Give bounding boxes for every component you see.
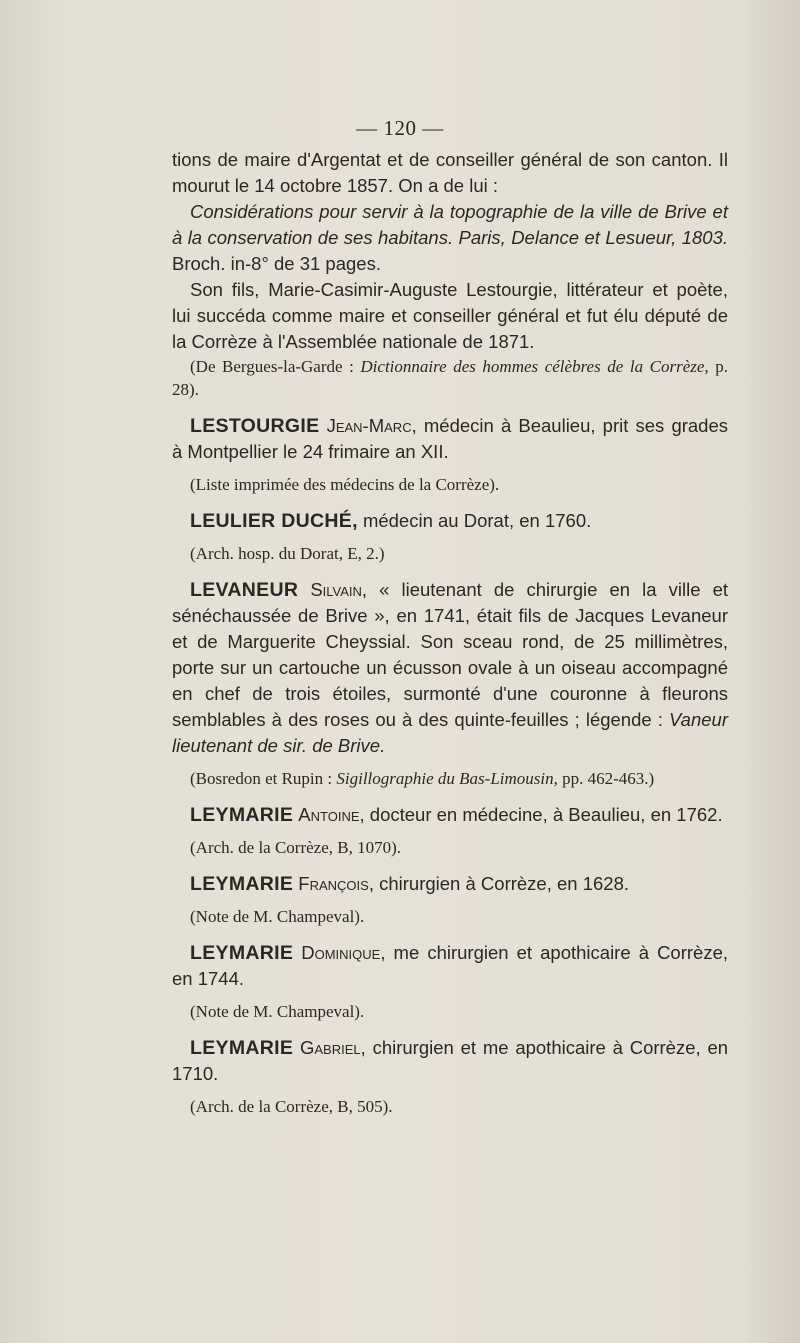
entry-surname: LEYMARIE bbox=[190, 942, 294, 964]
entry-source: (Arch. de la Corrèze, B, 1070). bbox=[190, 838, 402, 857]
entry-given-name: Jean-Marc, bbox=[326, 415, 417, 436]
entry-surname: LEYMARIE bbox=[190, 873, 294, 895]
entry-text: docteur en médecine, à Beaulieu, en 1762. bbox=[369, 804, 723, 825]
continuation-paragraph bbox=[172, 147, 728, 199]
entry-given-name: Antoine, bbox=[298, 804, 365, 825]
entry-levaneur bbox=[172, 577, 728, 759]
entry-source: (Bosredon et Rupin : Sigillographie du Bas-Limousin, pp. 462-463.) bbox=[190, 769, 655, 788]
continuation-source: (De Bergues-la-Garde : Dictionnaire des hommes célèbres de la Corrèze, p. 28). bbox=[172, 357, 728, 399]
page-text bbox=[172, 147, 728, 1118]
entry-leymarie-antoine bbox=[172, 802, 728, 828]
entry-surname: LEYMARIE bbox=[190, 804, 294, 826]
entry-leulier-duche bbox=[172, 508, 728, 534]
entry-surname: LESTOURGIE bbox=[190, 415, 320, 437]
entry-given-name: Gabriel, bbox=[299, 1037, 366, 1058]
work-title: Considérations pour servir à la topographie de la ville de Brive et à la conservation de ses habitans. Paris, Delance et Lesueur, 1803. bbox=[172, 201, 728, 248]
son-text: Son fils, Marie-Casimir-Auguste Lestourgie, littérateur et poète, lui succéda comme maire et conseiller général et fut élu député de la Corrèze à l'Assemblée nationale de 1871. bbox=[172, 279, 728, 352]
entry-source: (Note de M. Champeval). bbox=[190, 907, 365, 926]
entry-source: (Arch. hosp. du Dorat, E, 2.) bbox=[190, 544, 385, 563]
entry-given-name: Silvain, bbox=[310, 579, 368, 600]
entry-source: (Arch. de la Corrèze, B, 505). bbox=[190, 1097, 393, 1116]
work-details: Broch. in-8° de 31 pages. bbox=[172, 253, 381, 274]
entry-surname: LEULIER DUCHÉ, bbox=[190, 510, 358, 532]
seal-legend: Vaneur lieutenant de sir. de Brive. bbox=[172, 709, 728, 756]
page-number: — 120 — bbox=[356, 116, 444, 140]
continuation-text: tions de maire d'Argentat et de conseiller général de son canton. Il mourut le 14 octobre 1857. On a de lui : bbox=[172, 149, 728, 196]
source-title: Sigillographie du Bas-Limousin, bbox=[336, 769, 558, 788]
entry-source: (Liste imprimée des médecins de la Corrèze). bbox=[190, 475, 500, 494]
entry-lestourgie bbox=[172, 413, 728, 465]
entry-source: (Note de M. Champeval). bbox=[190, 1002, 365, 1021]
work-title-paragraph bbox=[172, 199, 728, 277]
entry-text: « lieutenant de chirurgie en la ville et sénéchaussée de Brive », en 1741, était fils de Jacques Levaneur et de Marguerite Cheyssial. Son sceau rond, de 25 millimètres, porte sur un cartouche un écusson ovale à un oiseau accompagné en chef de trois étoiles, surmonté d'une couronne à fleurons semblables à des roses ou à des quinte-feuilles ; légende : bbox=[172, 579, 729, 730]
entry-given-name: Dominique, bbox=[301, 942, 386, 963]
entry-surname: LEVANEUR bbox=[190, 579, 299, 601]
entry-surname: LEYMARIE bbox=[190, 1037, 294, 1059]
entry-given-name: François, bbox=[298, 873, 374, 894]
entry-leymarie-dominique bbox=[172, 940, 728, 992]
entry-text: chirurgien à Corrèze, en 1628. bbox=[379, 873, 630, 894]
entry-text: médecin au Dorat, en 1760. bbox=[362, 510, 592, 531]
entry-text: chirurgien et me apothicaire à Corrèze, en 1710. bbox=[172, 1037, 729, 1084]
son-paragraph bbox=[172, 277, 728, 355]
source-title: Dictionnaire des hommes célèbres de la Corrèze, bbox=[360, 357, 709, 376]
entry-leymarie-francois bbox=[172, 871, 728, 897]
entry-text: me chirurgien et apothicaire à Corrèze, en 1744. bbox=[172, 942, 729, 989]
entry-text: médecin à Beaulieu, prit ses grades à Montpellier le 24 frimaire an XII. bbox=[172, 415, 729, 462]
entry-leymarie-gabriel bbox=[172, 1035, 728, 1087]
